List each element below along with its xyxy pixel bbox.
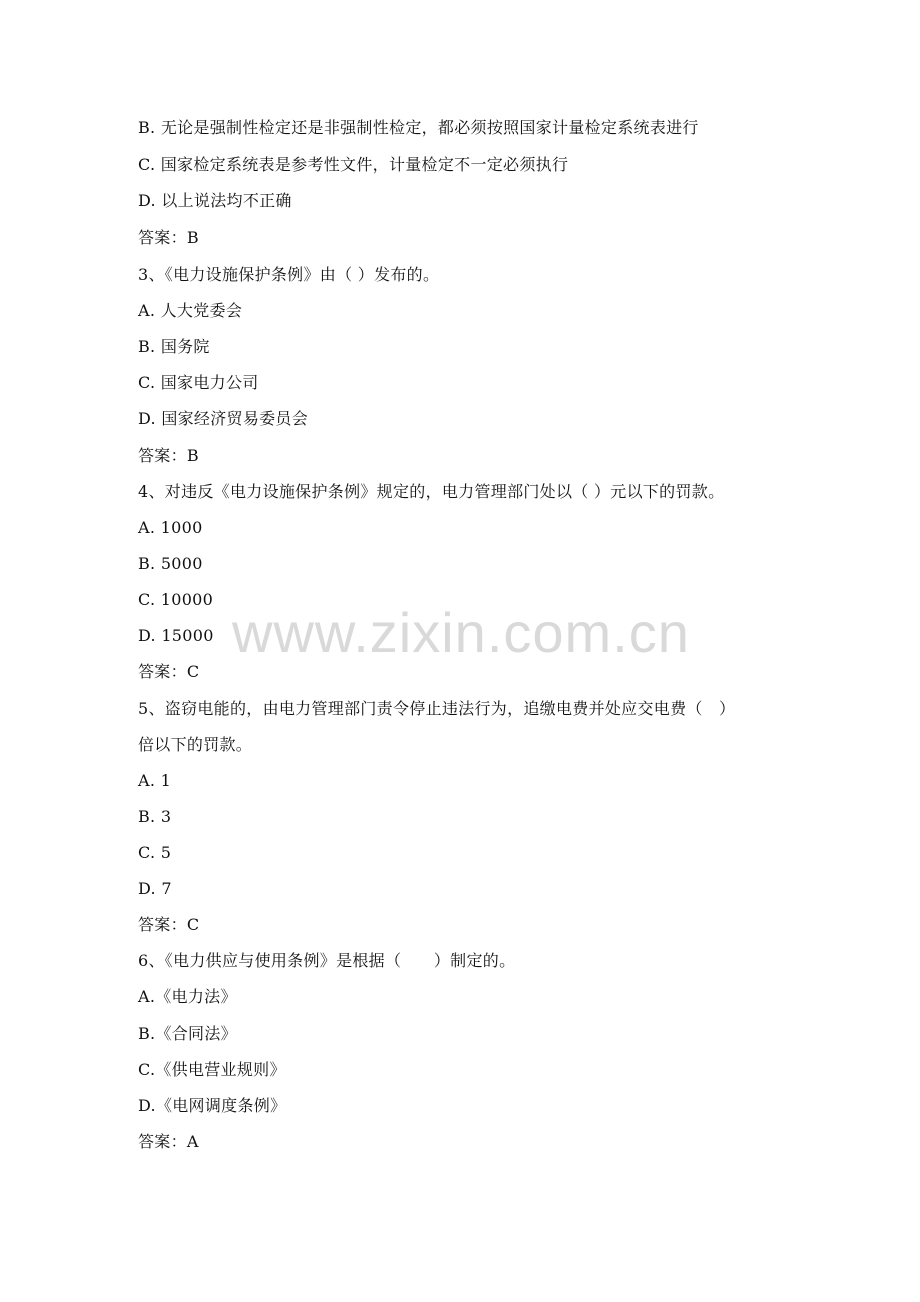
option-text: A.《电力法》 bbox=[138, 987, 237, 1006]
question-text: 5、盗窃电能的，由电力管理部门责令停止违法行为，追缴电费并处应交电费（ ） bbox=[138, 699, 736, 718]
option-text: A. 1 bbox=[138, 771, 172, 790]
option-text: C. 5 bbox=[138, 843, 172, 862]
option-text: B. 无论是强制性检定还是非强制性检定，都必须按照国家计量检定系统表进行 bbox=[138, 118, 699, 137]
option-text: C.《供电营业规则》 bbox=[138, 1060, 286, 1079]
option-text: D.《电网调度条例》 bbox=[138, 1096, 287, 1115]
watermark: www.zixin.com.cn bbox=[232, 601, 690, 664]
option-text: C. 国家电力公司 bbox=[138, 373, 259, 392]
question-text: 3、《电力设施保护条例》由（ ）发布的。 bbox=[138, 265, 440, 284]
option-text: C. 国家检定系统表是参考性文件，计量检定不一定必须执行 bbox=[138, 155, 569, 174]
option-text: C. 10000 bbox=[138, 590, 214, 609]
option-text: D. 15000 bbox=[138, 626, 214, 645]
answer-text: 答案：C bbox=[138, 915, 200, 934]
option-text: A. 1000 bbox=[138, 518, 203, 537]
option-text: B. 国务院 bbox=[138, 337, 210, 356]
answer-text: 答案：B bbox=[138, 228, 199, 247]
option-text: D. 7 bbox=[138, 879, 172, 898]
question-text: 4、对违反《电力设施保护条例》规定的，电力管理部门处以（ ）元以下的罚款。 bbox=[138, 482, 725, 501]
option-text: B. 3 bbox=[138, 807, 172, 826]
option-text: D. 以上说法均不正确 bbox=[138, 191, 292, 210]
option-text: D. 国家经济贸易委员会 bbox=[138, 409, 309, 428]
answer-text: 答案：A bbox=[138, 1132, 199, 1151]
answer-text: 答案：C bbox=[138, 662, 200, 681]
option-text: B.《合同法》 bbox=[138, 1024, 237, 1043]
question-text: 6、《电力供应与使用条例》是根据（ ）制定的。 bbox=[138, 951, 516, 970]
option-text: A. 人大党委会 bbox=[138, 301, 243, 320]
question-text: 倍以下的罚款。 bbox=[138, 735, 253, 754]
answer-text: 答案：B bbox=[138, 446, 199, 465]
option-text: B. 5000 bbox=[138, 554, 203, 573]
